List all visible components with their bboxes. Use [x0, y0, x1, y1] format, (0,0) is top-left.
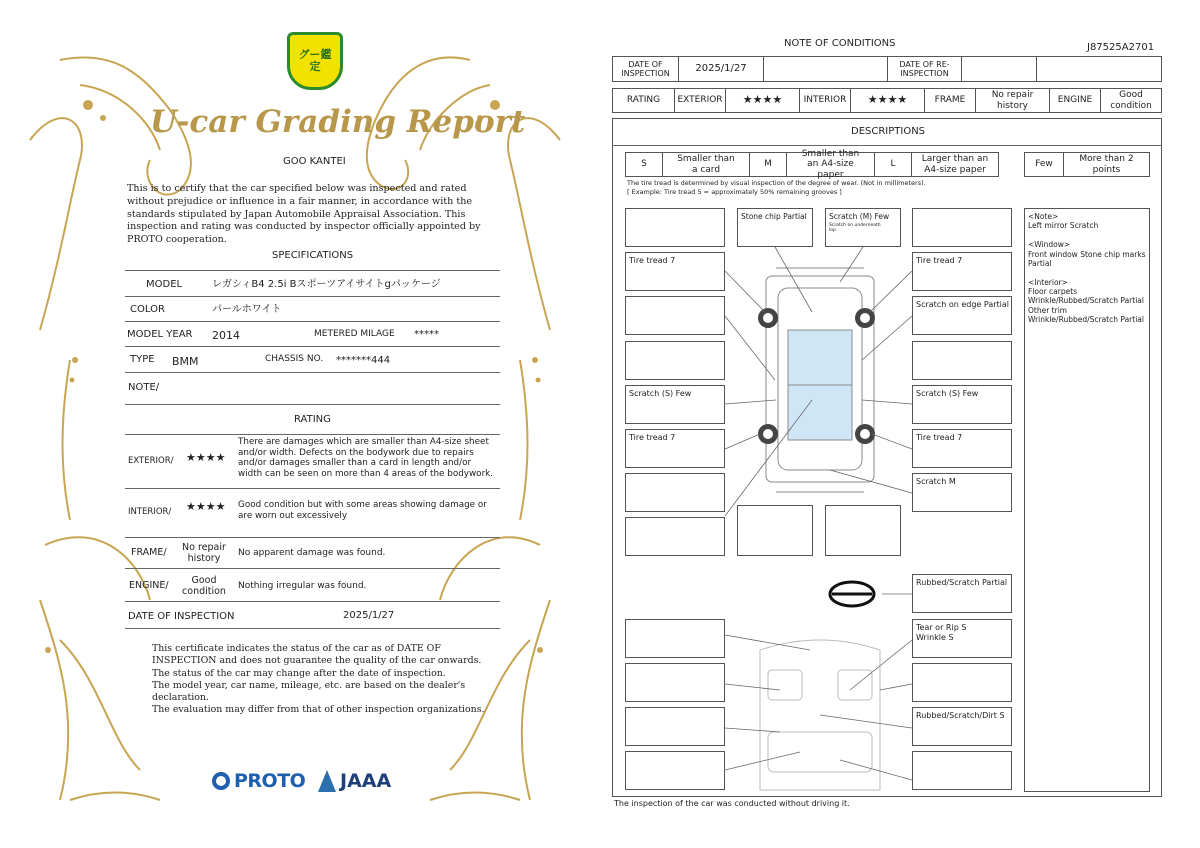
mileage-value: ***** — [414, 329, 439, 340]
certificate-intro: This is to certify that the car specified below was inspected and rated without prejudice or influence in a fair manner, in accordance with the standards stipulated by Japan Automobile Appraisal Association. This inspection and rating was conducted by inspector officially appointed by PROTO cooperation. — [127, 183, 481, 245]
rating-label: RATING — [612, 88, 675, 113]
footer-note: The inspection of the car was conducted without driving it. — [614, 799, 850, 808]
disclaimer: This certificate indicates the status of the car as of DATE OF INSPECTION and does not guarantee the quality of the car onwards. The status of the car may change after the date of inspection. The model year, car name, mileage, etc. are based on the dealer's declaration. The evaluation may differ from that of other inspection organizations. — [152, 643, 485, 716]
interior-description: Good condition but with some areas showing damage or are worn out excessively — [238, 500, 487, 521]
jaaa-logo: JAAA — [318, 770, 391, 792]
engine-description: Nothing irregular was found. — [238, 581, 367, 591]
descriptions-heading: DESCRIPTIONS — [851, 126, 926, 137]
legend-few-code: Few — [1024, 152, 1064, 177]
proto-logo: PROTO — [212, 770, 305, 792]
interior-stars: ★★★★ — [850, 88, 925, 113]
note-of-conditions — [600, 0, 1200, 848]
engine-label: ENGINE/ — [129, 580, 169, 591]
box-scratch-s-left: Scratch (S) Few — [625, 385, 725, 424]
model-label: MODEL — [146, 279, 183, 290]
goo-kantei-badge: グー鑑定 — [287, 32, 343, 90]
inspection-date-label: DATE OF INSPECTION — [128, 611, 235, 622]
exterior-label: EXTERIOR — [674, 88, 726, 113]
legend-m-text: Smaller than an A4-size paper — [786, 152, 875, 177]
interior-label: INTERIOR/ — [128, 507, 172, 517]
legend-few-text: More than 2 points — [1063, 152, 1150, 177]
frame-value: No repair history — [975, 88, 1050, 113]
exterior-stars: ★★★★ — [725, 88, 800, 113]
certificate-title: U-car Grading Report — [150, 104, 526, 140]
color-value: パールホワイト — [212, 304, 282, 315]
frame-value: No repair history — [182, 542, 226, 565]
inspection-date-value: 2025/1/27 — [343, 610, 395, 621]
frame-label: FRAME — [924, 88, 976, 113]
legend-m-code: M — [749, 152, 787, 177]
box-scratch-edge: Scratch on edge Partial — [912, 296, 1012, 335]
date-inspection-value: 2025/1/27 — [678, 56, 764, 82]
box-steering: Rubbed/Scratch Partial — [912, 574, 1012, 613]
exterior-stars: ★★★★ — [186, 451, 226, 464]
legend-s-code: S — [625, 152, 663, 177]
box-tire-br: Tire tread 7 — [912, 429, 1012, 468]
box-tire-bl: Tire tread 7 — [625, 429, 725, 468]
engine-value: Good condition — [182, 575, 226, 598]
tire-note-1: The tire tread is determined by visual inspection of the degree of wear. (Not in millimeters). — [627, 179, 926, 187]
chassis-value: *******444 — [336, 355, 391, 366]
box-tear: Tear or Rip S Wrinkle S — [912, 619, 1012, 658]
type-label: TYPE — [130, 354, 155, 365]
reinspection-label: DATE OF RE-INSPECTION — [887, 56, 962, 82]
engine-value: Good condition — [1100, 88, 1162, 113]
legend-l-text: Larger than an A4-size paper — [911, 152, 999, 177]
frame-label: FRAME/ — [131, 547, 167, 558]
mileage-label: METERED MILAGE — [314, 329, 395, 339]
conditions-title: NOTE OF CONDITIONS — [784, 38, 896, 49]
note-label: NOTE/ — [128, 382, 160, 393]
model-year-label: MODEL YEAR — [127, 329, 193, 340]
grading-certificate — [0, 0, 590, 848]
box-scratch-s-right: Scratch (S) Few — [912, 385, 1012, 424]
notes-panel: <Note> Left mirror Scratch <Window> Front window Stone chip marks Partial <Interior> Floor carpets Wrinkle/Rubbed/Scratch Partial Other trim Wrinkle/Rubbed/Scratch Partial — [1024, 208, 1150, 792]
date-inspection-label: DATE OF INSPECTION — [612, 56, 679, 82]
exterior-description: There are damages which are smaller than A4-size sheet and/or width. Defects on the bodywork due to repairs and/or damages smaller than a card in length and/or width can be seen on more than 4 areas of the bodywork. — [238, 437, 494, 479]
rating-heading: RATING — [294, 414, 331, 425]
type-value: BMM — [172, 355, 199, 368]
exterior-label: EXTERIOR/ — [128, 456, 174, 466]
box-tire-tr: Tire tread 7 — [912, 252, 1012, 291]
brand-name: GOO KANTEI — [283, 156, 346, 167]
box-scratch-m-few: Scratch (M) Few Scratch on underneath lop — [825, 208, 901, 247]
model-value: レガシィB4 2.5i Bスポーツアイサイトgパッケージ — [212, 279, 441, 290]
interior-label: INTERIOR — [799, 88, 851, 113]
interior-stars: ★★★★ — [186, 500, 226, 513]
legend-l-code: L — [874, 152, 912, 177]
proto-mark-icon — [212, 772, 230, 790]
reference-number: J87525A2701 — [1087, 42, 1155, 53]
model-year-value: 2014 — [212, 329, 240, 342]
box-dirt: Rubbed/Scratch/Dirt S — [912, 707, 1012, 746]
box-scratch-m: Scratch M — [912, 473, 1012, 512]
engine-label: ENGINE — [1049, 88, 1101, 113]
box-tire-tl: Tire tread 7 — [625, 252, 725, 291]
tire-note-2: [ Example: Tire tread 5 = approximately 50% remaining grooves ] — [627, 188, 842, 196]
chassis-label: CHASSIS NO. — [265, 354, 324, 364]
specifications-heading: SPECIFICATIONS — [272, 250, 354, 261]
jaaa-mark-icon — [318, 770, 336, 792]
color-label: COLOR — [130, 304, 165, 315]
box-stone-chip: Stone chip Partial — [737, 208, 813, 247]
frame-description: No apparent damage was found. — [238, 548, 386, 558]
legend-s-text: Smaller than a card — [662, 152, 750, 177]
